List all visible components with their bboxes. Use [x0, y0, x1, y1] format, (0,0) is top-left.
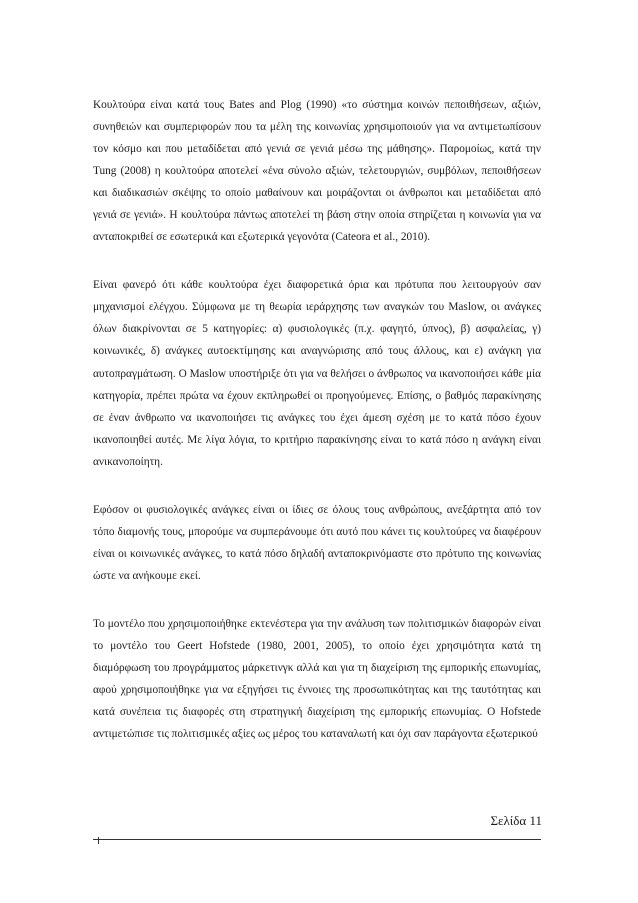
- page-number: Σελίδα 11: [490, 813, 542, 828]
- footer-divider: [93, 839, 541, 840]
- paragraph-maslow-needs: Είναι φανερό ότι κάθε κουλτούρα έχει διαφορετικά όρια και πρότυπα που λειτουργούν σαν μηχανισμοί ελέγχου. Σύμφωνα με τη θεωρία ιεράρχησης των αναγκών του Maslow, οι ανάγκες όλων διακρίνονται σε 5 κατηγορίες: α) φυσιολογικές (π.χ. φαγητό, ύπνος), β) ασφαλείας, γ) κοινωνικές, δ) ανάγκες αυτοεκτίμησης και αναγνώρισης από τους άλλους, και ε) ανάγκη για αυτοπραγμάτωση. Ο Maslow υποστήριξε ότι για να θελήσει ο άνθρωπος να ικανοποιήσει κάθε μία κατηγορία, πρέπει πρώτα να έχουν εκπληρωθεί οι προηγούμενες. Επίσης, ο βαθμός παρακίνησης σε έναν άνθρωπο να ικανοποιήσει τις ανάγκες του έχει άμεση σχέση με το κατά πόσο έχουν ικανοποιηθεί αυτές. Με λίγα λόγια, το κριτήριο παρακίνησης είναι το κατά πόσο η ανάγκη είναι ανικανοποίητη.: [93, 279, 541, 468]
- paragraph-culture-definition: Κουλτούρα είναι κατά τους Bates and Plog (1990) «το σύστημα κοινών πεποιθήσεων, αξιών, συνηθειών και συμπεριφορών που τα μέλη της κοινωνίας χρησιμοποιούν για να αντιμετωπίσουν τον κόσμο και που μεταδίδεται από γενιά σε γενιά μέσω της μάθησης». Παρομοίως, κατά την Tung (2008) η κουλτούρα αποτελεί «ένα σύνολο αξιών, τελετουργιών, συμβόλων, πεποιθήσεων και διαδικασιών σκέψης το οποίο μαθαίνουν και μοιράζονται οι άνθρωποι και μεταδίδεται από γενιά σε γενιά». Η κουλτούρα πάντως αποτελεί τη βάση στην οποία στηρίζεται η κοινωνία για να ανταποκριθεί σε εσωτερικά και εξωτερικά γεγονότα (Cateora et al., 2010).: [93, 99, 541, 244]
- footer-tick-mark: [98, 837, 103, 844]
- body-text: [93, 94, 541, 745]
- paragraph-social-needs: Εφόσον οι φυσιολογικές ανάγκες είναι οι ίδιες σε όλους τους ανθρώπους, ανεξάρτητα από τον τόπο διαμονής τους, μπορούμε να συμπεράνουμε ότι αυτό που κάνει τις κουλτούρες να διαφέρουν είναι οι κοινωνικές ανάγκες, το κατά πόσο δηλαδή ανταποκρινόμαστε στο πρότυπο της κοινωνίας ώστε να ανήκουμε εκεί.: [93, 503, 541, 582]
- paragraph-hofstede-model: Το μοντέλο που χρησιμοποιήθηκε εκτενέστερα για την ανάλυση των πολιτισμικών διαφορών είναι το μοντέλο του Geert Hofstede (1980, 2001, 2005), το οποίο έχει χρησιμότητα κατά τη διαμόρφωση του προγράμματος μάρκετινγκ αλλά και για τη διαχείριση της εμπορικής επωνυμίας, αφού χρησιμοποιήθηκε για να εξηγήσει τις έννοιες της προσωπικότητας και της ταυτότητας και κατά συνέπεια τις διαφορές στη στρατηγική διαχείριση της εμπορικής επωνυμίας. Ο Hofstede αντιμετώπισε τις πολιτισμικές αξίες ως μέρος του καταναλωτή και όχι σαν παράγοντα εξωτερικού: [93, 617, 541, 741]
